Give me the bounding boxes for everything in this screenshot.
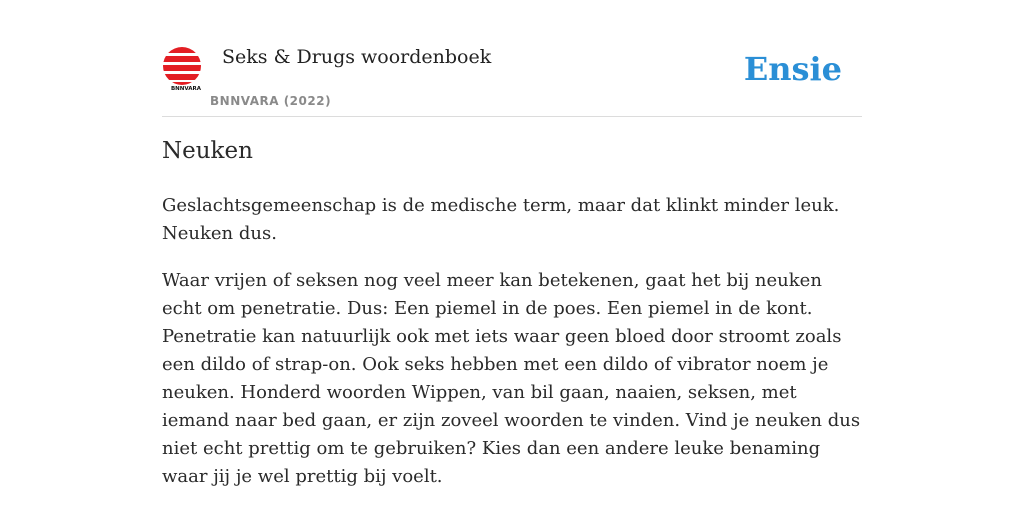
- ensie-logo[interactable]: Ensie: [743, 50, 842, 88]
- bnnvara-logo[interactable]: [162, 46, 202, 92]
- dictionary-title[interactable]: Seks & Drugs woordenboek: [222, 46, 492, 68]
- dictionary-publisher: BNNVARA (2022): [210, 94, 332, 108]
- dictionary-header: [162, 40, 862, 117]
- entry-definition: [162, 192, 862, 510]
- entry-term: Neuken: [162, 138, 253, 164]
- logo-text: BNNVARA: [170, 86, 202, 92]
- definition-paragraph: Waar vrijen of seksen nog veel meer kan betekenen, gaat het bij neuken echt om penetratie. Dus: Een piemel in de poes. Een piemel in de kont. Penetratie kan natuurlijk ook met iets waar geen bloed door stroomt zoals een dildo of strap-on. Ook seks hebben met een dildo of vibrator noem je neuken. Honderd woorden Wippen, van bil gaan, naaien, seksen, met iemand naar bed gaan, er zijn zoveel woorden te vinden. Vind je neuken dus niet echt prettig om te gebruiken? Kies dan een andere leuke benaming waar jij je wel prettig bij voelt.: [162, 270, 861, 487]
- definition-paragraph: Geslachtsgemeenschap is de medische term, maar dat klinkt minder leuk. Neuken dus.: [162, 195, 840, 244]
